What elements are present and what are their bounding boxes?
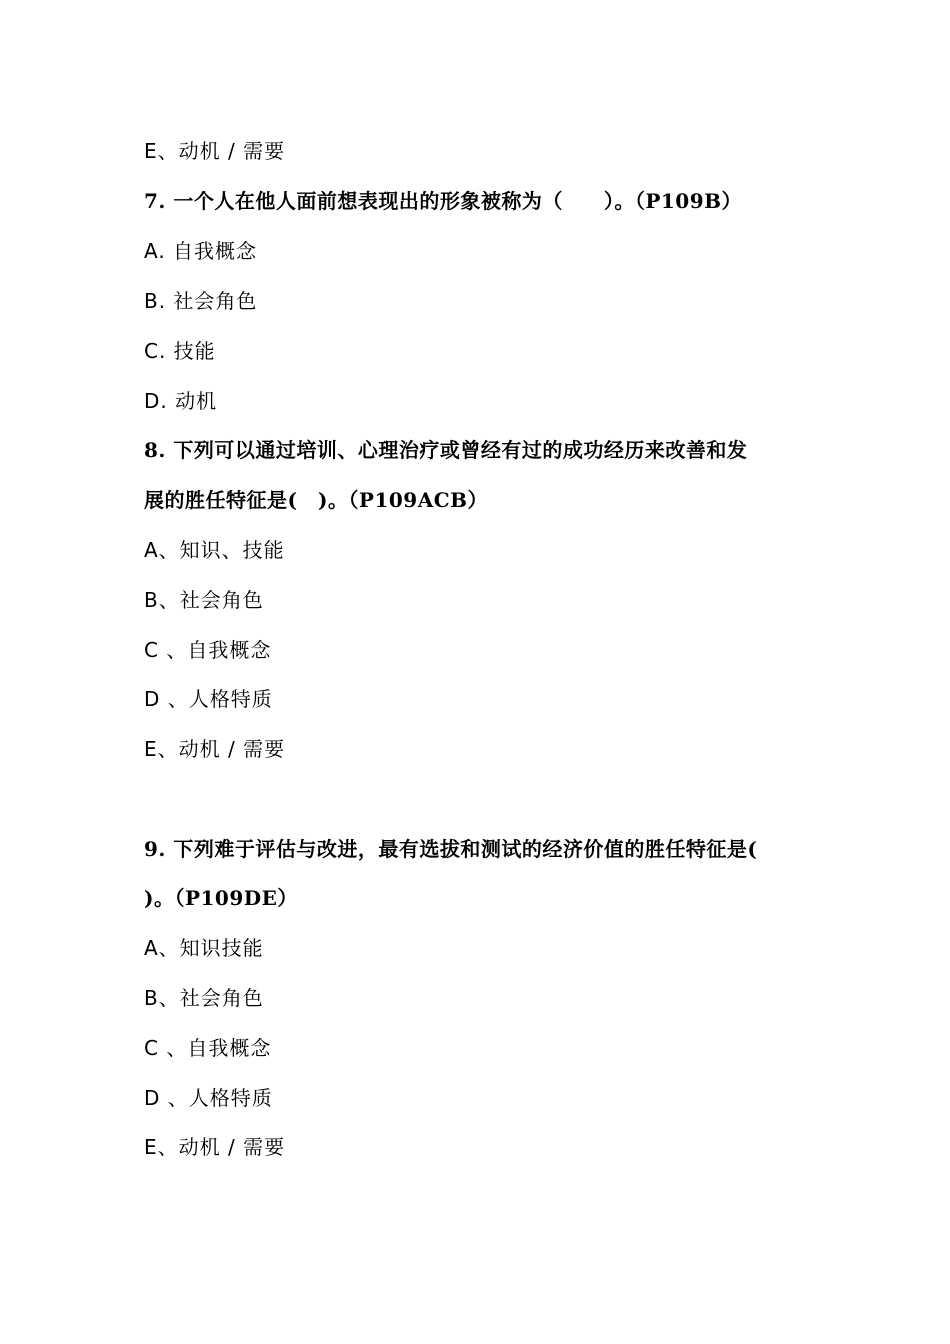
option-c-q8: C 、自我概念 [144,638,272,662]
option-a-q7: A. 自我概念 [144,239,258,263]
option-e-q6: E、动机 / 需要 [144,139,286,163]
option-b-q9: B、社会角色 [144,986,264,1010]
question-9-line-2: )。（P109DE） [144,886,298,910]
option-d-q7: D. 动机 [144,389,218,413]
option-c-q9: C 、自我概念 [144,1036,272,1060]
question-8-line-1: 8. 下列可以通过培训、心理治疗或曾经有过的成功经历来改善和发 [144,438,748,462]
question-9-line-1: 9. 下列难于评估与改进，最有选拔和测试的经济价值的胜任特征是( [144,837,758,861]
option-e-q8: E、动机 / 需要 [144,737,286,761]
option-a-q9: A、知识技能 [144,936,264,960]
option-e-q9: E、动机 / 需要 [144,1135,286,1159]
question-7: 7. 一个人在他人面前想表现出的形象被称为（ ）。（P109B） [144,189,743,213]
option-c-q7: C. 技能 [144,339,216,363]
option-b-q8: B、社会角色 [144,588,264,612]
question-8-line-2: 展的胜任特征是( )。（P109ACB） [144,488,489,512]
option-b-q7: B. 社会角色 [144,289,258,313]
option-d-q9: D 、人格特质 [144,1086,273,1110]
option-a-q8: A、知识、技能 [144,538,285,562]
option-d-q8: D 、人格特质 [144,687,273,711]
